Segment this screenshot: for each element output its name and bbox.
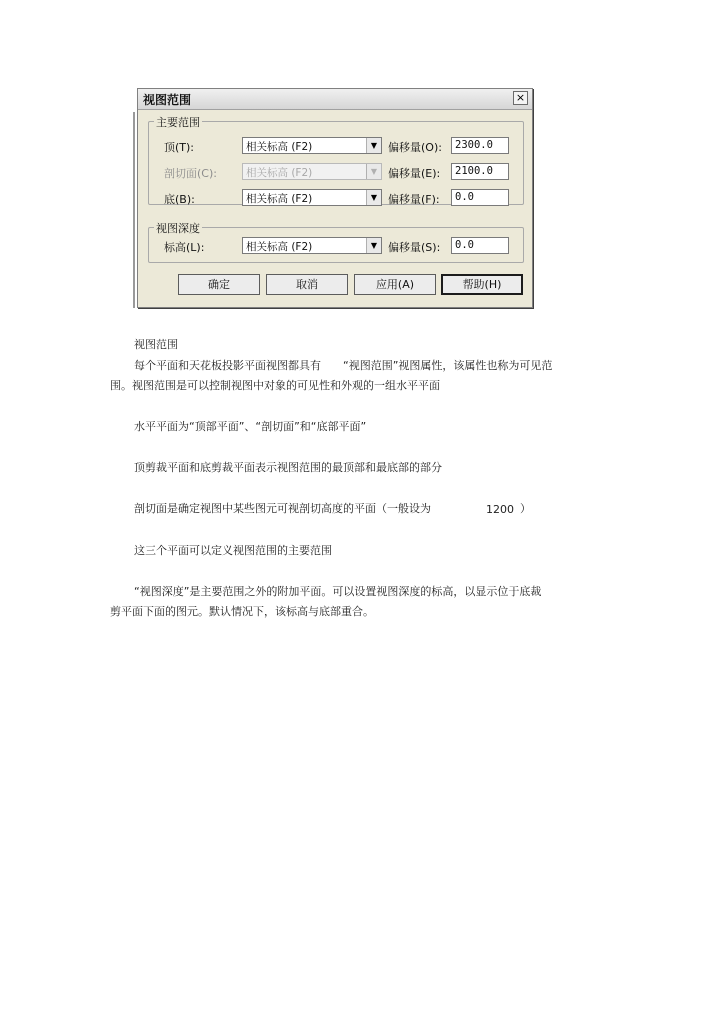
cut-plane-level-value: 相关标高 (F2) (246, 167, 313, 179)
depth-level-value: 相关标高 (F2) (246, 241, 313, 253)
bottom-offset-field[interactable]: 0.0 (451, 189, 509, 206)
top-offset-label: 偏移量(O): (388, 141, 442, 154)
top-level-value: 相关标高 (F2) (246, 141, 313, 153)
top-label: 顶(T): (164, 141, 195, 154)
paragraph-6-line-2: 剪平面下面的图元。默认情况下，该标高与底部重合。 (110, 605, 374, 618)
window-edge (133, 112, 135, 308)
cut-plane-offset-field[interactable]: 2100.0 (451, 163, 509, 180)
cancel-button[interactable]: 取消 (266, 274, 348, 295)
primary-range-legend: 主要范围 (156, 116, 200, 129)
cut-plane-offset-label: 偏移量(E): (388, 167, 441, 180)
top-level-dropdown[interactable] (242, 137, 382, 154)
paragraph-4: 剖切面是确定视图中某些图元可视剖切高度的平面（一般设为 (134, 502, 431, 515)
paragraph-2: 水平平面为“顶部平面”、“剖切面”和“底部平面” (134, 420, 367, 433)
chevron-down-icon[interactable]: ▼ (366, 238, 381, 253)
close-button[interactable]: × (513, 91, 528, 105)
apply-button[interactable]: 应用(A) (354, 274, 436, 295)
cut-plane-label: 剖切面(C): (164, 167, 217, 180)
ok-button[interactable]: 确定 (178, 274, 260, 295)
bottom-offset-label: 偏移量(F): (388, 193, 440, 206)
depth-level-dropdown[interactable] (242, 237, 382, 254)
bottom-level-dropdown[interactable] (242, 189, 382, 206)
top-offset-field[interactable]: 2300.0 (451, 137, 509, 154)
paragraph-5: 这三个平面可以定义视图范围的主要范围 (134, 544, 332, 557)
bottom-label: 底(B): (164, 193, 195, 206)
chevron-down-icon: ▼ (366, 164, 381, 179)
help-button[interactable]: 帮助(H) (441, 274, 523, 295)
paragraph-1-line-2: 围。视图范围是可以控制视图中对象的可见性和外观的一组水平平面 (110, 379, 440, 392)
paragraph-4-value: 1200 (486, 503, 514, 516)
dialog-titlebar[interactable] (138, 89, 532, 110)
cut-plane-level-dropdown (242, 163, 382, 180)
section-heading: 视图范围 (134, 338, 178, 351)
chevron-down-icon[interactable]: ▼ (366, 138, 381, 153)
paragraph-1-line-1: 每个平面和天花板投影平面视图都具有 “视图范围”视图属性，该属性也称为可见范 (134, 359, 553, 372)
view-depth-legend: 视图深度 (156, 222, 200, 235)
depth-offset-field[interactable]: 0.0 (451, 237, 509, 254)
level-label: 标高(L): (164, 241, 205, 254)
paragraph-6-line-1: “视图深度”是主要范围之外的附加平面。可以设置视图深度的标高，以显示位于底裁 (134, 585, 542, 598)
view-range-dialog (137, 88, 533, 308)
paragraph-4-end: ） (520, 502, 531, 515)
chevron-down-icon[interactable]: ▼ (366, 190, 381, 205)
depth-offset-label: 偏移量(S): (388, 241, 441, 254)
bottom-level-value: 相关标高 (F2) (246, 193, 313, 205)
paragraph-3: 顶剪裁平面和底剪裁平面表示视图范围的最顶部和最底部的部分 (134, 461, 442, 474)
dialog-title: 视图范围 (143, 93, 192, 107)
